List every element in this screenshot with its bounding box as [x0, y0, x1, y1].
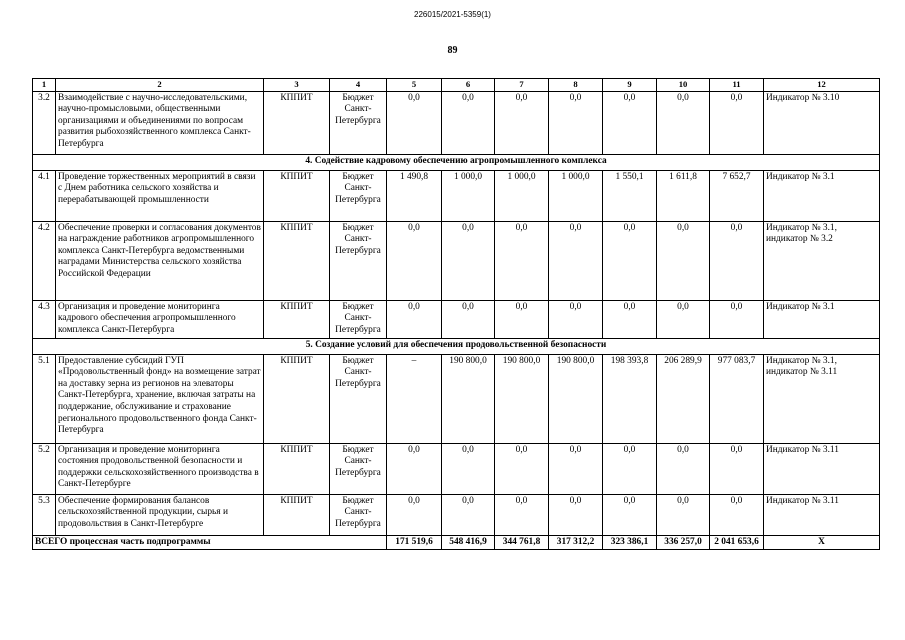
column-header: 3 — [264, 79, 330, 92]
funding-source: Бюджет Санкт-Петербурга — [330, 494, 387, 535]
value-col-9: 0,0 — [603, 494, 657, 535]
table-row — [33, 354, 880, 443]
value-col-8: 190 800,0 — [549, 354, 603, 443]
executor: КППИТ — [264, 354, 330, 443]
value-col-5: 0,0 — [387, 443, 442, 494]
value-col-8: 0,0 — [549, 221, 603, 300]
column-header: 11 — [710, 79, 764, 92]
activity-name: Организация и проведение мониторинга кадрового обеспечения агропромышленного комплекса Санкт-Петербурга — [56, 300, 264, 338]
value-col-6: 0,0 — [442, 494, 495, 535]
column-header: 5 — [387, 79, 442, 92]
total-value: 2 041 653,6 — [710, 535, 764, 550]
value-col-6: 0,0 — [442, 221, 495, 300]
value-col-10: 206 289,9 — [657, 354, 710, 443]
value-col-10: 0,0 — [657, 91, 710, 154]
value-col-7: 0,0 — [495, 494, 549, 535]
value-col-9: 0,0 — [603, 443, 657, 494]
value-col-11: 0,0 — [710, 221, 764, 300]
row-number: 5.3 — [33, 494, 56, 535]
value-col-9: 0,0 — [603, 300, 657, 338]
value-col-5: 0,0 — [387, 221, 442, 300]
funding-source: Бюджет Санкт-Петербурга — [330, 170, 387, 221]
value-col-10: 0,0 — [657, 221, 710, 300]
total-value: 317 312,2 — [549, 535, 603, 550]
value-col-10: 0,0 — [657, 300, 710, 338]
value-col-11: 7 652,7 — [710, 170, 764, 221]
value-col-6: 1 000,0 — [442, 170, 495, 221]
table-row — [33, 494, 880, 535]
executor: КППИТ — [264, 221, 330, 300]
section-row — [33, 338, 880, 354]
value-col-5: 1 490,8 — [387, 170, 442, 221]
row-number: 5.1 — [33, 354, 56, 443]
total-row — [33, 535, 880, 550]
funding-source: Бюджет Санкт-Петербурга — [330, 354, 387, 443]
column-header: 10 — [657, 79, 710, 92]
value-col-5: – — [387, 354, 442, 443]
value-col-11: 0,0 — [710, 91, 764, 154]
executor: КППИТ — [264, 300, 330, 338]
activity-name: Взаимодействие с научно-исследовательскими, научно-промысловыми, общественными организациями и объединениями по вопросам развития рыбохозяйственного комплекса Санкт-Петербурга — [56, 91, 264, 154]
total-value: 323 386,1 — [603, 535, 657, 550]
row-number: 5.2 — [33, 443, 56, 494]
value-col-11: 0,0 — [710, 443, 764, 494]
total-value: 336 257,0 — [657, 535, 710, 550]
table-row — [33, 170, 880, 221]
funding-source: Бюджет Санкт-Петербурга — [330, 443, 387, 494]
indicator: Индикатор № 3.1 — [764, 170, 880, 221]
indicator: Индикатор № 3.11 — [764, 494, 880, 535]
value-col-7: 0,0 — [495, 91, 549, 154]
value-col-5: 0,0 — [387, 300, 442, 338]
funding-source: Бюджет Санкт-Петербурга — [330, 91, 387, 154]
value-col-8: 0,0 — [549, 91, 603, 154]
column-header: 12 — [764, 79, 880, 92]
row-number: 4.1 — [33, 170, 56, 221]
activity-name: Проведение торжественных мероприятий в связи с Днем работника сельского хозяйства и перерабатывающей промышленности — [56, 170, 264, 221]
total-value: 344 761,8 — [495, 535, 549, 550]
value-col-7: 190 800,0 — [495, 354, 549, 443]
value-col-6: 0,0 — [442, 443, 495, 494]
column-header: 1 — [33, 79, 56, 92]
value-col-9: 1 550,1 — [603, 170, 657, 221]
section-title: 5. Создание условий для обеспечения продовольственной безопасности — [33, 338, 880, 354]
row-number: 4.3 — [33, 300, 56, 338]
value-col-5: 0,0 — [387, 91, 442, 154]
funding-source: Бюджет Санкт-Петербурга — [330, 300, 387, 338]
indicator: Индикатор № 3.11 — [764, 443, 880, 494]
column-header: 7 — [495, 79, 549, 92]
table-row — [33, 221, 880, 300]
activity-name: Организация и проведение мониторинга состояния продовольственной безопасности и поддержки сельскохозяйственного производства в Санкт-Петербурге — [56, 443, 264, 494]
column-header: 9 — [603, 79, 657, 92]
executor: КППИТ — [264, 91, 330, 154]
value-col-7: 0,0 — [495, 443, 549, 494]
total-value: 171 519,6 — [387, 535, 442, 550]
table-row — [33, 300, 880, 338]
activity-name: Обеспечение формирования балансов сельскохозяйственной продукции, сырья и продовольствия в Санкт-Петербурге — [56, 494, 264, 535]
funding-source: Бюджет Санкт-Петербурга — [330, 221, 387, 300]
value-col-7: 0,0 — [495, 221, 549, 300]
section-title: 4. Содействие кадровому обеспечению агропромышленного комплекса — [33, 154, 880, 170]
total-value: 548 416,9 — [442, 535, 495, 550]
section-row — [33, 154, 880, 170]
value-col-6: 0,0 — [442, 300, 495, 338]
indicator: Индикатор № 3.1 — [764, 300, 880, 338]
executor: КППИТ — [264, 494, 330, 535]
total-indicator: X — [764, 535, 880, 550]
executor: КППИТ — [264, 170, 330, 221]
row-number: 4.2 — [33, 221, 56, 300]
value-col-9: 198 393,8 — [603, 354, 657, 443]
header-row — [33, 79, 880, 92]
total-label: ВСЕГО процессная часть подпрограммы — [33, 535, 387, 550]
value-col-7: 0,0 — [495, 300, 549, 338]
value-col-9: 0,0 — [603, 221, 657, 300]
row-number: 3.2 — [33, 91, 56, 154]
value-col-5: 0,0 — [387, 494, 442, 535]
executor: КППИТ — [264, 443, 330, 494]
value-col-6: 0,0 — [442, 91, 495, 154]
value-col-8: 1 000,0 — [549, 170, 603, 221]
subprogram-table — [32, 78, 880, 550]
document-id: 226015/2021-5359(1) — [414, 10, 491, 19]
activity-name: Обеспечение проверки и согласования документов на награждение работников агропромышленного комплекса Санкт-Петербурга ведомственными наградами Министерства сельского хозяйства Российской Федерации — [56, 221, 264, 300]
activity-name: Предоставление субсидий ГУП «Продовольственный фонд» на возмещение затрат на доставку зерна из регионов на элеваторы Санкт-Петербурга, хранение, включая затраты на поддержание, обслуживание и страхование регионального продовольственного фонда Санкт-Петербурга — [56, 354, 264, 443]
value-col-8: 0,0 — [549, 443, 603, 494]
value-col-10: 1 611,8 — [657, 170, 710, 221]
value-col-11: 977 083,7 — [710, 354, 764, 443]
indicator: Индикатор № 3.1, индикатор № 3.2 — [764, 221, 880, 300]
indicator: Индикатор № 3.10 — [764, 91, 880, 154]
page-number: 89 — [447, 45, 458, 56]
column-header: 4 — [330, 79, 387, 92]
value-col-10: 0,0 — [657, 443, 710, 494]
value-col-7: 1 000,0 — [495, 170, 549, 221]
value-col-11: 0,0 — [710, 494, 764, 535]
value-col-8: 0,0 — [549, 300, 603, 338]
value-col-11: 0,0 — [710, 300, 764, 338]
column-header: 6 — [442, 79, 495, 92]
value-col-8: 0,0 — [549, 494, 603, 535]
column-header: 8 — [549, 79, 603, 92]
column-header: 2 — [56, 79, 264, 92]
table-row — [33, 91, 880, 154]
value-col-10: 0,0 — [657, 494, 710, 535]
table-row — [33, 443, 880, 494]
value-col-6: 190 800,0 — [442, 354, 495, 443]
value-col-9: 0,0 — [603, 91, 657, 154]
indicator: Индикатор № 3.1, индикатор № 3.11 — [764, 354, 880, 443]
